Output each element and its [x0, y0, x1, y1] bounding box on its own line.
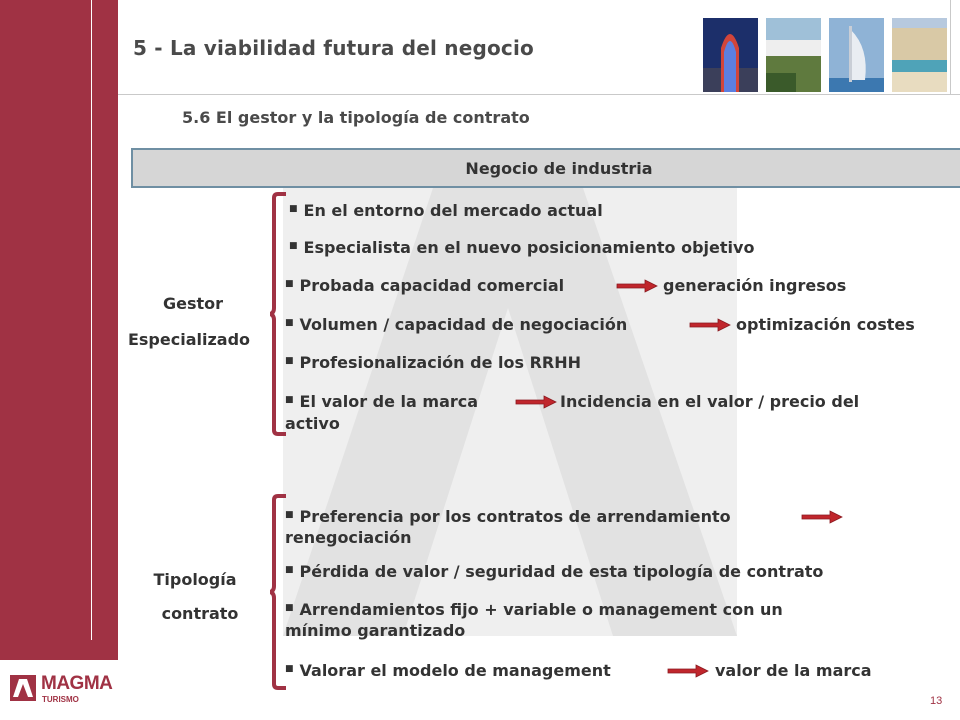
- gestor-item-5: [285, 352, 581, 374]
- gestor-item-6-result: Incidencia en el valor / precio del: [560, 392, 860, 411]
- bullet-square-icon: ■: [285, 356, 294, 366]
- arrow-right-icon: [666, 664, 710, 678]
- logo-subtext: TURISMO: [42, 695, 79, 704]
- sidebar-divider-line: [91, 0, 92, 640]
- bullet-square-icon: ■: [285, 603, 294, 613]
- sail-hotel-photo: [829, 18, 884, 92]
- tipologia-item-4-text: Valorar el modelo de management: [299, 661, 611, 680]
- gestor-item-6-continuation: activo: [285, 414, 340, 433]
- arrow-right-icon: [688, 318, 732, 332]
- page-number: 13: [930, 695, 943, 707]
- gestor-label-line2: Especializado: [127, 330, 251, 349]
- arrow-right-icon: [514, 395, 558, 409]
- gestor-item-4-result: optimización costes: [736, 315, 915, 334]
- header-right-rule: [950, 0, 951, 94]
- tower-photo: [703, 18, 758, 92]
- bullet-square-icon: ■: [285, 279, 294, 289]
- section-banner: [131, 148, 960, 188]
- gestor-item-3: [285, 275, 564, 297]
- gestor-item-1: [289, 200, 603, 222]
- header-divider-line: [118, 94, 960, 95]
- bullet-square-icon: ■: [285, 510, 294, 520]
- tipologia-item-3-continuation: mínimo garantizado: [285, 621, 466, 640]
- left-sidebar-band: [0, 0, 118, 660]
- tipologia-item-4-result: valor de la marca: [715, 661, 872, 680]
- gestor-item-1-text: En el entorno del mercado actual: [303, 201, 603, 220]
- gestor-item-3-text: Probada capacidad comercial: [299, 276, 565, 295]
- gestor-item-3-result: generación ingresos: [663, 276, 847, 295]
- logo-mark-icon: [10, 675, 36, 701]
- page-title: 5 - La viabilidad futura del negocio: [133, 36, 534, 60]
- arrow-right-icon: [800, 510, 844, 524]
- tipologia-item-1-continuation: renegociación: [285, 528, 412, 547]
- gestor-item-6-text: El valor de la marca: [299, 392, 479, 411]
- beach-resort-photo: [892, 18, 947, 92]
- bullet-square-icon: ■: [289, 204, 298, 214]
- bullet-square-icon: ■: [289, 241, 298, 251]
- company-logo: [8, 672, 118, 708]
- logo-text: MAGMA: [41, 673, 113, 694]
- gestor-item-6: [285, 391, 478, 413]
- bullet-square-icon: ■: [285, 664, 294, 674]
- tipologia-item-3-text: Arrendamientos fijo + variable o management con un: [299, 600, 783, 619]
- tipologia-label-line2: contrato: [161, 604, 239, 623]
- bullet-square-icon: ■: [285, 565, 294, 575]
- gestor-item-5-text: Profesionalización de los RRHH: [299, 353, 581, 372]
- section-subtitle: 5.6 El gestor y la tipología de contrato: [182, 108, 530, 127]
- tipologia-item-1-text: Preferencia por los contratos de arrendamiento: [299, 507, 731, 526]
- banner-label: Negocio de industria: [465, 158, 653, 178]
- tipologia-item-1: [285, 506, 731, 528]
- gestor-item-4-text: Volumen / capacidad de negociación: [299, 315, 628, 334]
- tipologia-item-2: [285, 561, 823, 583]
- bullet-square-icon: ■: [285, 395, 294, 405]
- gestor-item-2-text: Especialista en el nuevo posicionamiento objetivo: [303, 238, 755, 257]
- gestor-item-4: [285, 314, 627, 336]
- arrow-right-icon: [615, 279, 659, 293]
- bullet-square-icon: ■: [285, 318, 294, 328]
- tipologia-label: Tipología: [153, 570, 237, 589]
- tipologia-item-4: [285, 660, 611, 682]
- gestor-label: Gestor: [162, 294, 224, 313]
- tipologia-item-3: [285, 599, 783, 621]
- tipologia-item-2-text: Pérdida de valor / seguridad de esta tipología de contrato: [299, 562, 824, 581]
- gestor-item-2: [289, 237, 754, 259]
- coastal-town-photo: [766, 18, 821, 92]
